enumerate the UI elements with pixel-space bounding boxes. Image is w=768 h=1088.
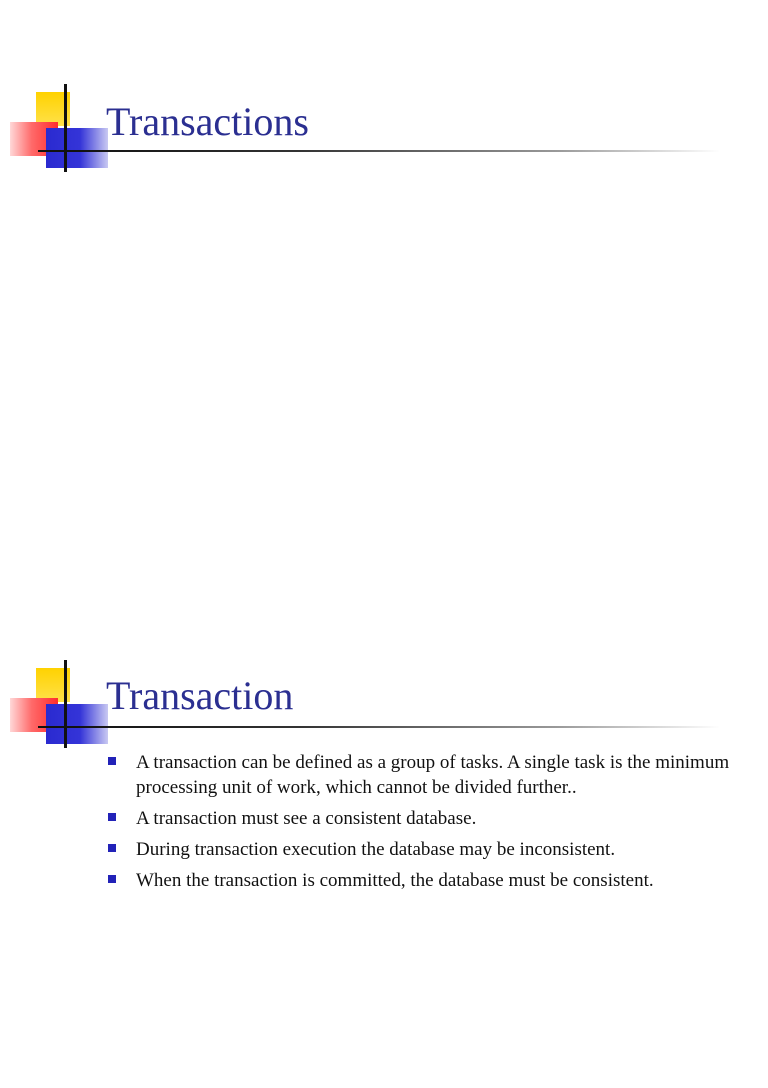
title-underline — [74, 150, 720, 152]
bullet-text: A transaction must see a consistent database. — [136, 808, 477, 829]
slide-title: Transaction — [106, 673, 294, 718]
bullet-text: A transaction can be defined as a group of tasks. A single task is the minimum processing unit of work, which cannot be divided further.. — [136, 752, 730, 798]
bullet-text: When the transaction is committed, the database must be consistent. — [136, 870, 654, 891]
horizontal-rule-stub — [38, 726, 74, 728]
square-bullet-icon — [108, 757, 116, 765]
bullet-item — [106, 750, 746, 800]
blue-square — [46, 704, 108, 744]
decorative-logo-icon — [0, 0, 120, 120]
slide-transaction — [0, 576, 768, 1088]
square-bullet-icon — [108, 875, 116, 883]
square-bullet-icon — [108, 844, 116, 852]
vertical-rule — [64, 660, 67, 748]
bullet-list — [106, 750, 746, 899]
decorative-logo-icon — [0, 576, 120, 696]
bullet-item — [106, 837, 746, 862]
blue-square — [46, 128, 108, 168]
horizontal-rule-stub — [38, 150, 74, 152]
slide-transactions — [0, 0, 768, 512]
vertical-rule — [64, 84, 67, 172]
title-underline — [74, 726, 720, 728]
bullet-text: During transaction execution the database may be inconsistent. — [136, 839, 616, 860]
bullet-item — [106, 868, 746, 893]
bullet-item — [106, 806, 746, 831]
square-bullet-icon — [108, 813, 116, 821]
slide-title: Transactions — [106, 99, 309, 144]
